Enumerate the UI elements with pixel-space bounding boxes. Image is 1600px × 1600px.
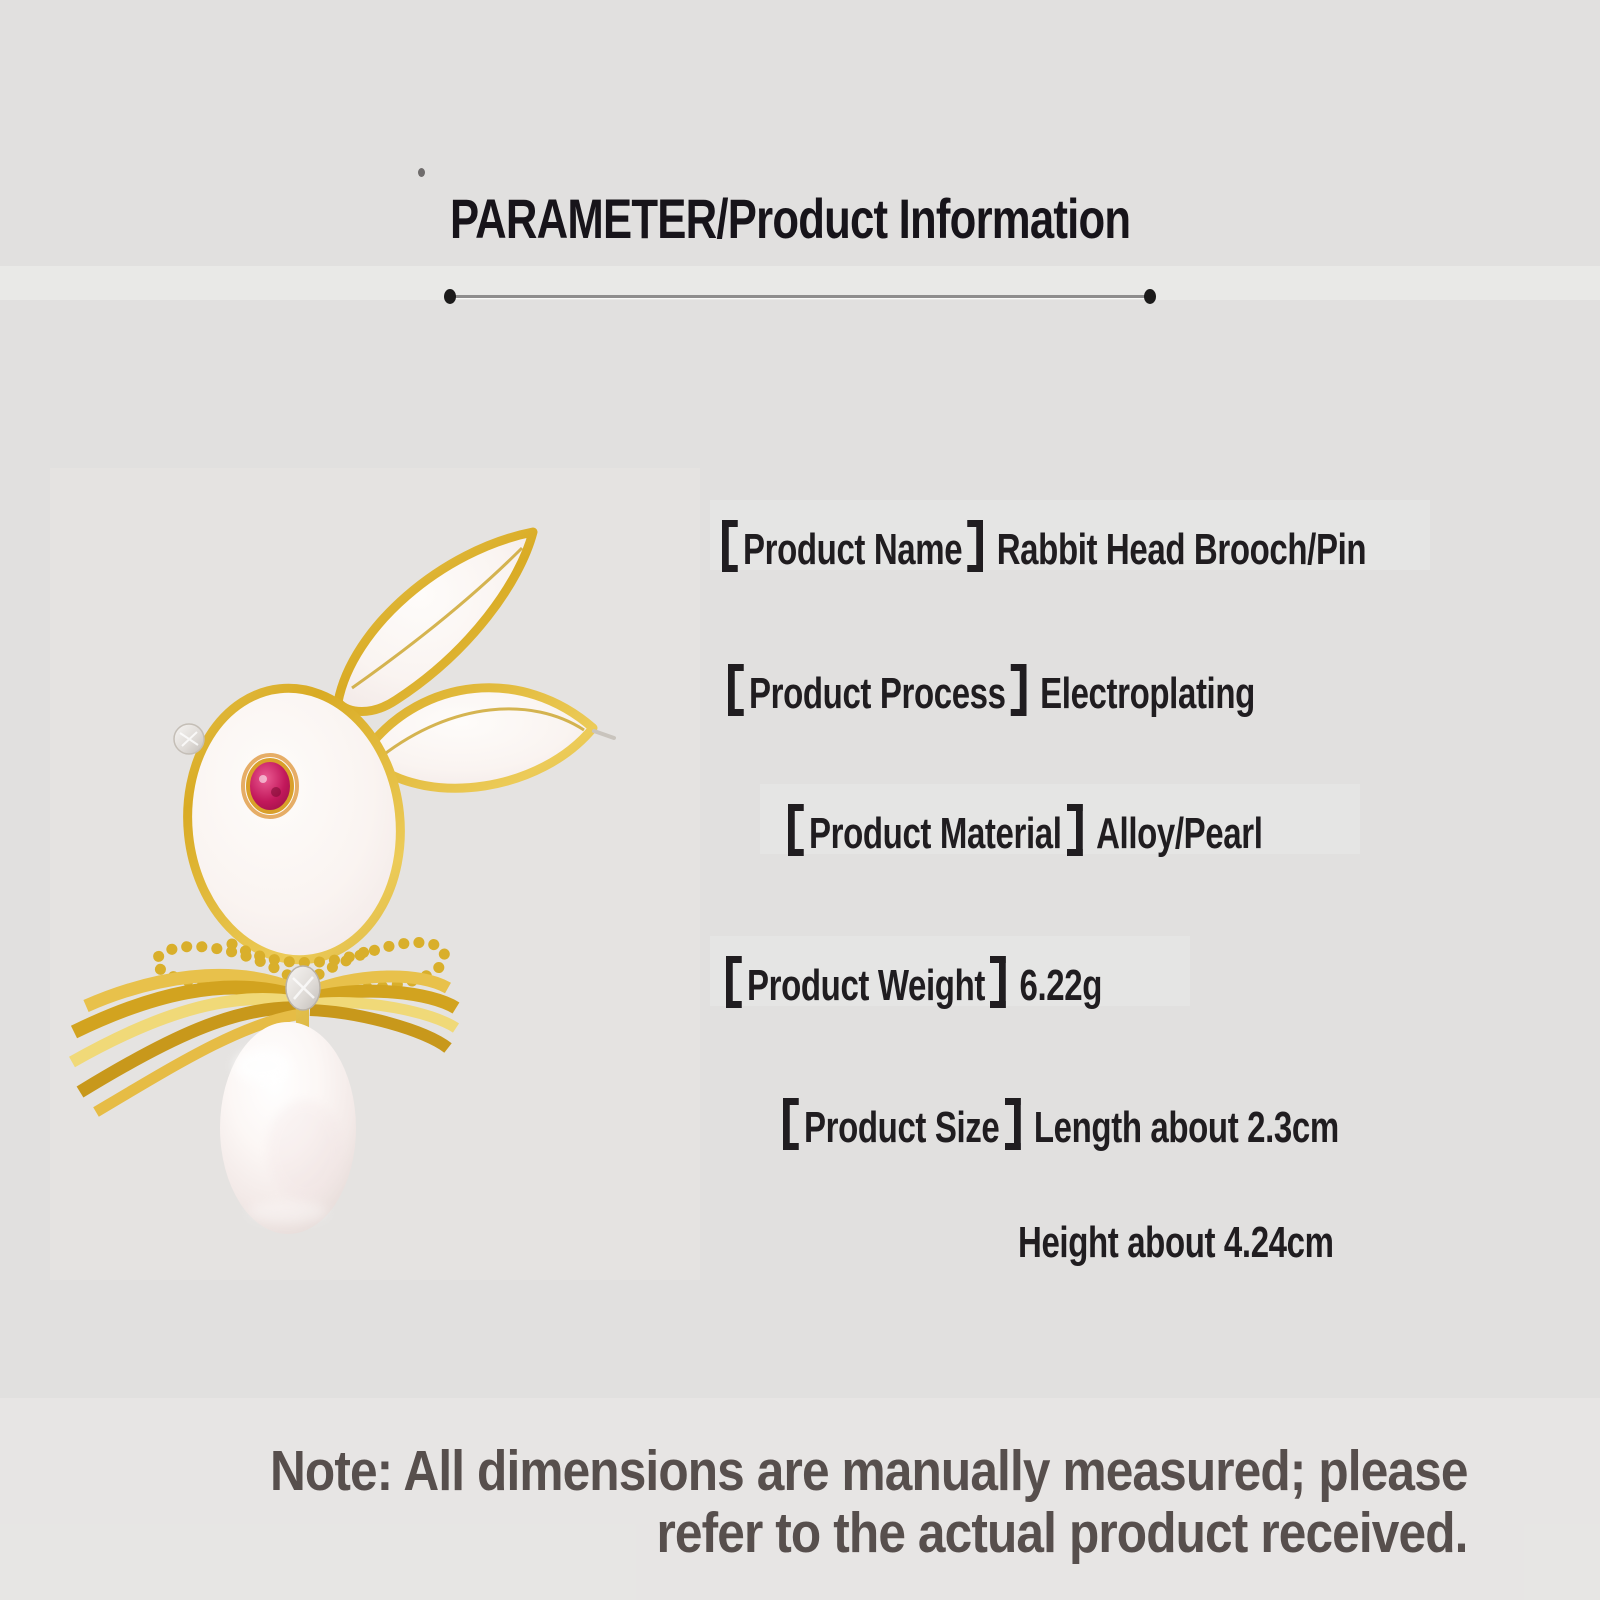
lenticular-bracket-open bbox=[728, 664, 744, 716]
note-line-2: refer to the actual product received. bbox=[656, 1501, 1468, 1565]
page-title: PARAMETER/Product Information bbox=[450, 187, 1131, 250]
detail-label: Product Size bbox=[804, 1103, 1000, 1152]
rabbit-head bbox=[174, 678, 413, 971]
detail-row-product-weight bbox=[726, 948, 1227, 1011]
detail-label: Product Process bbox=[749, 669, 1006, 718]
lenticular-bracket-open bbox=[783, 1098, 799, 1150]
detail-label: Product Material bbox=[809, 809, 1062, 858]
detail-label: Product Name bbox=[743, 525, 963, 574]
detail-label: Product Weight bbox=[747, 961, 985, 1010]
detail-value: Electroplating bbox=[1040, 669, 1255, 718]
bow-knot-diamond bbox=[286, 966, 320, 1010]
nose-diamond bbox=[174, 724, 204, 754]
lenticular-bracket-open bbox=[788, 804, 804, 856]
detail-value: Alloy/Pearl bbox=[1096, 809, 1263, 858]
detail-value: Rabbit Head Brooch/Pin bbox=[996, 525, 1367, 574]
header-divider bbox=[450, 295, 1150, 298]
detail-value: Height about 4.24cm bbox=[1018, 1218, 1334, 1267]
page-header bbox=[450, 186, 1322, 251]
measurement-note bbox=[91, 1440, 1468, 1564]
lenticular-bracket-close bbox=[1011, 664, 1027, 716]
detail-row-product-process bbox=[728, 656, 1431, 719]
bow-ribbon-right bbox=[310, 976, 456, 1048]
ruby-eye bbox=[243, 755, 297, 817]
detail-row-product-material bbox=[788, 796, 1421, 859]
divider-dot-right bbox=[1144, 289, 1156, 304]
detail-row-product-name bbox=[722, 512, 1581, 575]
detail-value: 6.22g bbox=[1019, 961, 1102, 1010]
lenticular-bracket-close bbox=[1067, 804, 1083, 856]
title-speck-dot bbox=[418, 168, 425, 177]
pearl-drop bbox=[220, 1022, 356, 1234]
product-photo-rabbit-brooch bbox=[30, 460, 650, 1280]
pin-needle-tip bbox=[594, 731, 614, 738]
divider-dot-left bbox=[444, 289, 456, 304]
note-line-1: Note: All dimensions are manually measured; please bbox=[270, 1439, 1468, 1503]
lenticular-bracket-open bbox=[722, 520, 738, 572]
detail-row-height bbox=[1018, 1218, 1439, 1268]
detail-value: Length about 2.3cm bbox=[1033, 1103, 1339, 1152]
lenticular-bracket-close bbox=[990, 956, 1006, 1008]
lenticular-bracket-close bbox=[1005, 1098, 1021, 1150]
detail-row-product-size bbox=[783, 1090, 1524, 1153]
lenticular-bracket-close bbox=[967, 520, 983, 572]
lenticular-bracket-open bbox=[726, 956, 742, 1008]
